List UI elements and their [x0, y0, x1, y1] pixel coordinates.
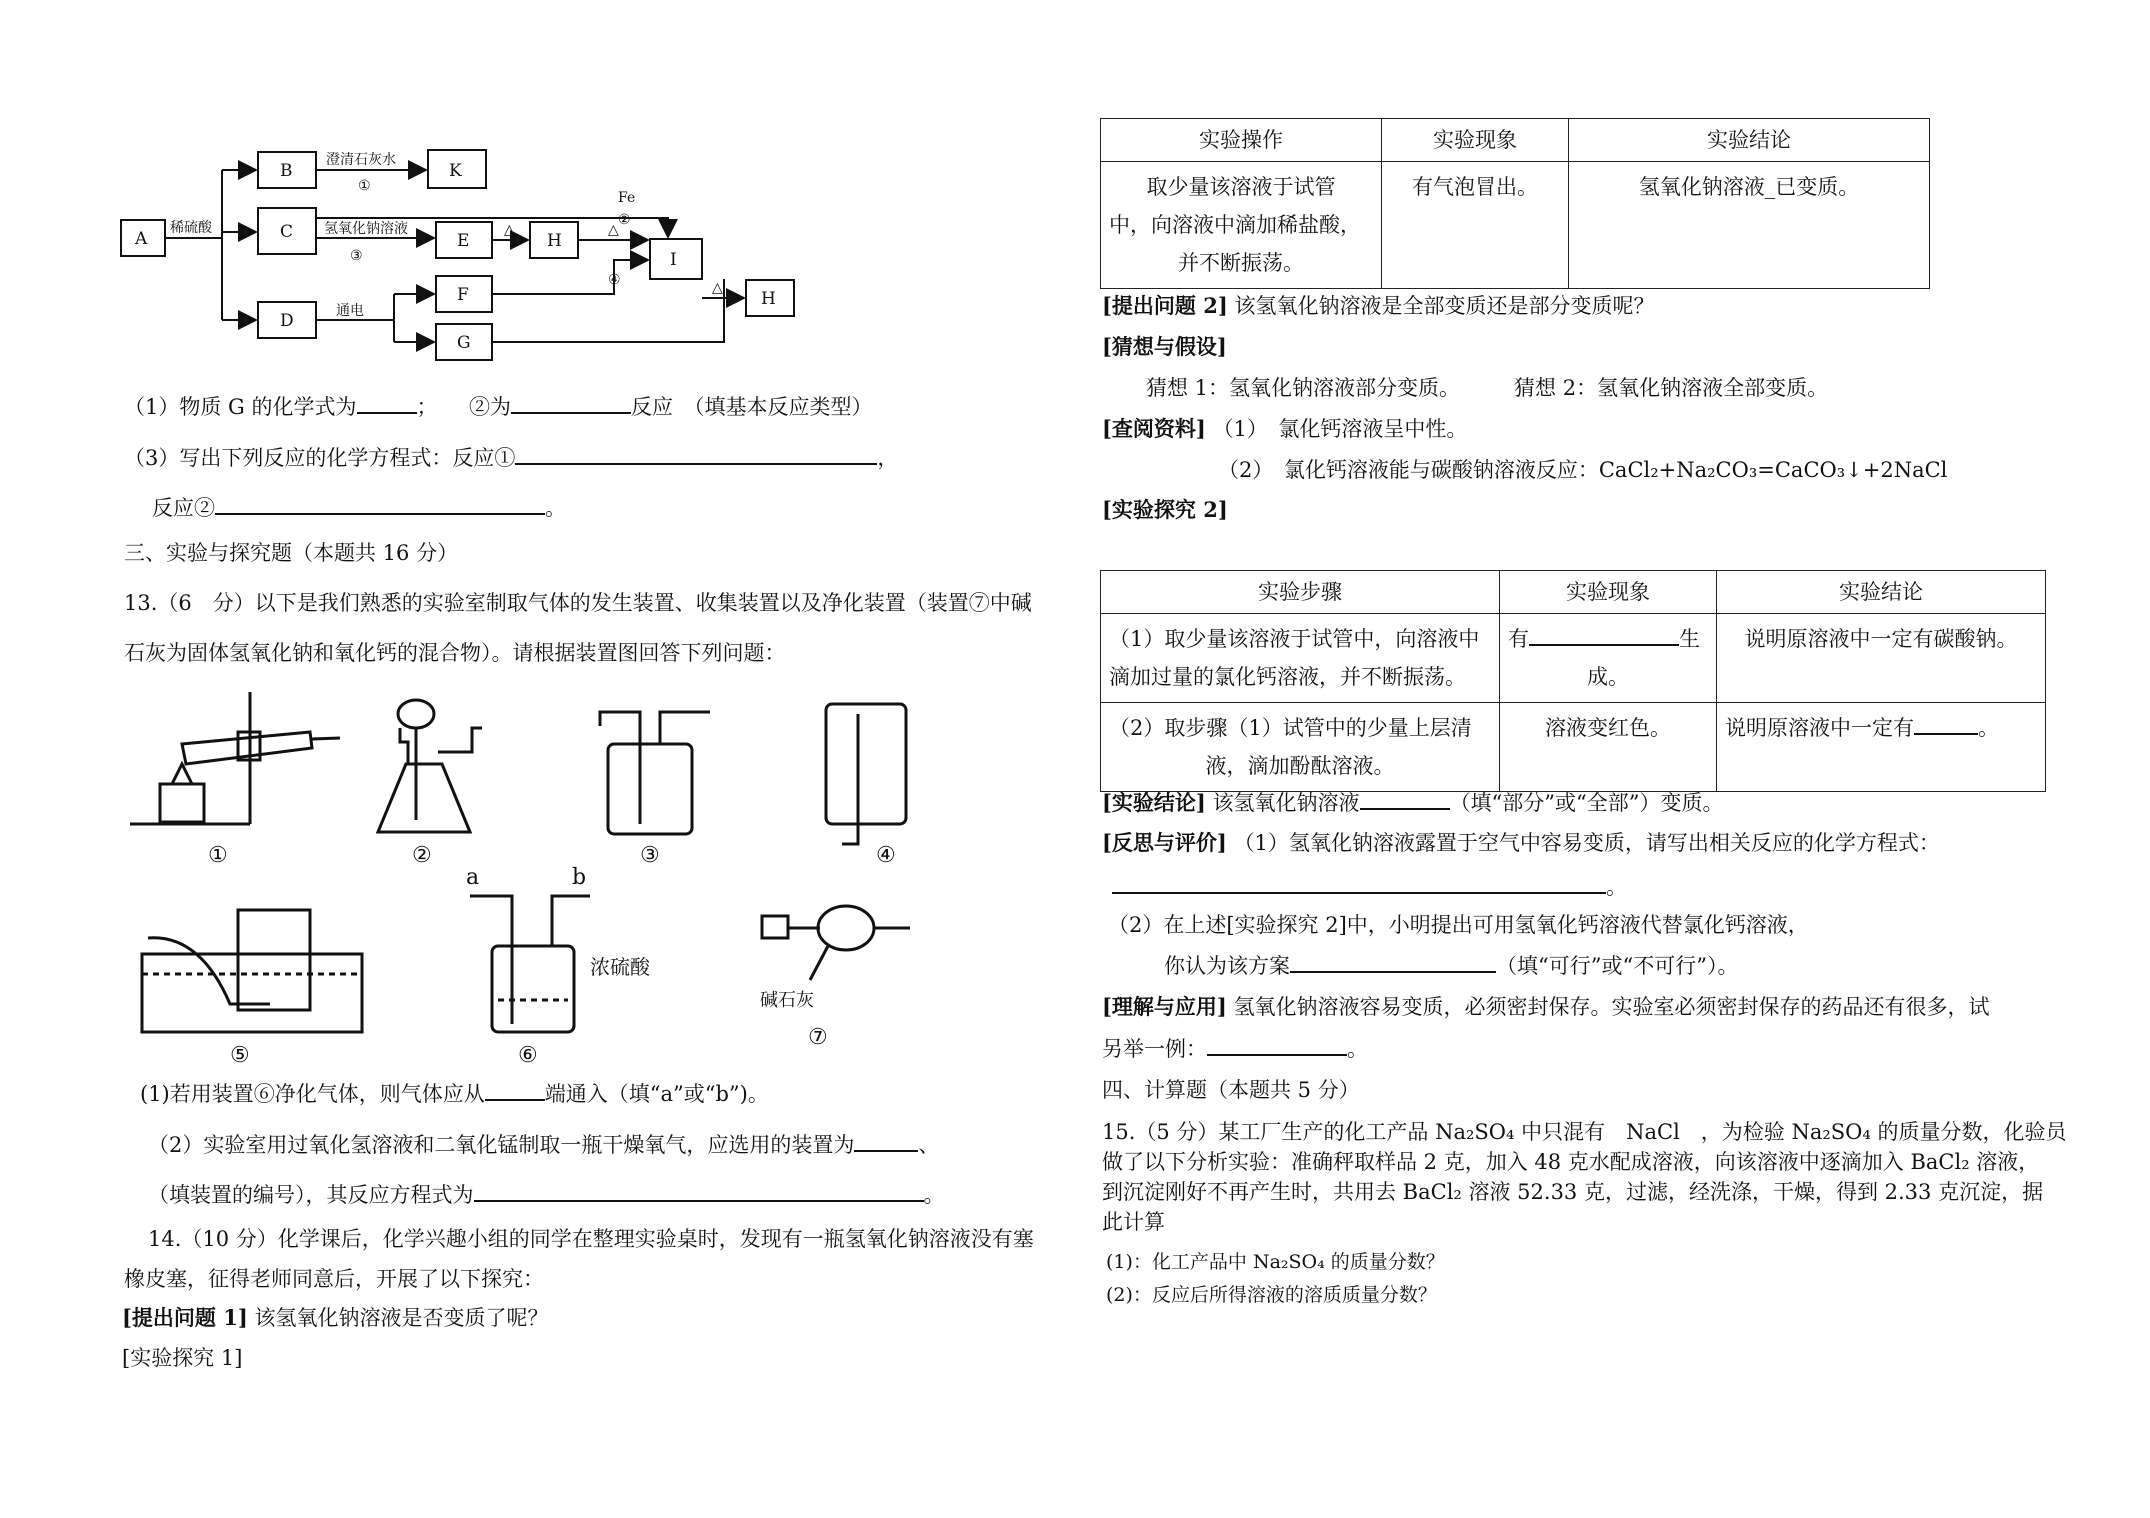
- table2-phenomenon-cell: 有 生 成。: [1500, 614, 1717, 703]
- label-heat2: △: [608, 222, 619, 238]
- q15-text: 做了以下分析实验：准确秤取样品 2 克，加入 48 克水配成溶液，向该溶液中逐滴加入 BaCl₂ 溶液，: [1102, 1150, 2040, 1174]
- reflect-2-line: （2）在上述[实验探究 2]中，小明提出可用氢氧化钙溶液代替氯化钙溶液，: [1108, 913, 1809, 937]
- node-f: F: [457, 285, 469, 305]
- apply-line-2: 另举一例： 。: [1102, 1034, 1368, 1063]
- hypothesis-line: 猜想 1：氢氧化钠溶液部分变质。 猜想 2：氢氧化钠溶液全部变质。: [1146, 376, 1829, 400]
- answer-blank[interactable]: [515, 443, 877, 465]
- answer-blank[interactable]: [1529, 624, 1679, 646]
- answer-blank[interactable]: [215, 493, 545, 515]
- q13-2-line: （2）实验室用过氧化氢溶液和二氧化锰制取一瓶干燥氧气，应选用的装置为 、: [148, 1130, 939, 1159]
- label-fe: Fe: [618, 190, 636, 206]
- answer-blank[interactable]: [485, 1079, 545, 1101]
- node-e: E: [457, 231, 470, 251]
- ask2-line: [提出问题 2] 该氢氧化钠溶液是全部变质还是部分变质呢？: [1102, 293, 1655, 318]
- answer-blank[interactable]: [1914, 713, 1978, 735]
- table1-conclusion-cell: 氢氧化钠溶液_已变质。: [1569, 162, 1930, 289]
- question-3-line: （3）写出下列反应的化学方程式：反应① ，: [124, 443, 898, 472]
- table2-step-cell: （1）取少量该溶液于试管中，向溶液中 滴加过量的氯化钙溶液，并不断振荡。: [1101, 614, 1500, 703]
- label-heat1: △: [504, 222, 515, 238]
- reflect-line: [反思与评价] （1）氢氧化钠溶液露置于空气中容易变质，请写出相关反应的化学方程式：: [1102, 830, 1940, 855]
- apparatus-figure: [120, 684, 920, 1064]
- q14-text: 橡皮塞，征得老师同意后，开展了以下探究：: [124, 1267, 544, 1291]
- label-dilute-acid: 稀硫酸: [170, 220, 212, 236]
- node-b: B: [280, 161, 293, 181]
- apparatus-label-2: ②: [412, 843, 432, 868]
- table2-header: 实验步骤: [1101, 571, 1500, 614]
- info-line: [查阅资料] （1） 氯化钙溶液呈中性。: [1102, 416, 1468, 441]
- label-r1: ①: [358, 178, 371, 194]
- label-r4: ④: [608, 272, 621, 288]
- answer-blank[interactable]: [1207, 1034, 1347, 1056]
- port-a-label: a: [466, 865, 480, 890]
- apparatus-label-5: ⑤: [230, 1043, 250, 1064]
- q15-text: 此计算: [1102, 1210, 1165, 1234]
- table1-operation-cell: 取少量该溶液于试管 中，向溶液中滴加稀盐酸， 并不断振荡。: [1101, 162, 1382, 289]
- label-electrolysis: 通电: [336, 303, 364, 319]
- label-r2: ②: [618, 212, 631, 228]
- node-a: A: [135, 229, 148, 249]
- apparatus-label-7: ⑦: [808, 1025, 828, 1050]
- table2-step-cell: （2）取步骤（1）试管中的少量上层清 液，滴加酚酞溶液。: [1101, 703, 1500, 792]
- q13-text: 石灰为固体氢氧化钠和氧化钙的混合物）。请根据装置图回答下列问题：: [124, 641, 786, 665]
- table2-conclusion-cell: 说明原溶液中一定有碳酸钠。: [1717, 614, 2046, 703]
- section-3-heading: 三、实验与探究题（本题共 16 分）: [124, 541, 459, 565]
- table1-phenomenon-cell: 有气泡冒出。: [1382, 162, 1569, 289]
- answer-blank[interactable]: [511, 392, 631, 414]
- reflect-answer-line: 。: [1112, 872, 1627, 901]
- ask1-line: [提出问题 1] 该氢氧化钠溶液是否变质了呢？: [122, 1305, 549, 1330]
- node-g: G: [457, 333, 471, 353]
- info-line-2: （2） 氯化钙溶液能与碳酸钠溶液反应：CaCl₂+Na₂CO₃=CaCO₃↓+2NaCl: [1218, 458, 1948, 482]
- label-heat3: △: [712, 280, 723, 296]
- section-4-heading: 四、计算题（本题共 5 分）: [1102, 1078, 1360, 1102]
- q13-2-equation-line: （填装置的编号），其反应方程式为 。: [148, 1180, 945, 1209]
- q14-text: 14.（10 分）化学课后，化学兴趣小组的同学在整理实验桌时，发现有一瓶氢氧化钠溶液没有塞: [148, 1227, 1034, 1251]
- node-c: C: [280, 222, 294, 242]
- label-r3: ③: [350, 248, 363, 264]
- answer-blank[interactable]: [1112, 872, 1606, 894]
- q13-text: 13.（6 分）以下是我们熟悉的实验室制取气体的发生装置、收集装置以及净化装置（装置⑦中碱: [124, 591, 1032, 615]
- question-3-r2-line: 反应② 。: [152, 493, 566, 522]
- answer-blank[interactable]: [474, 1180, 924, 1202]
- q15-text: 到沉淀刚好不再产生时，共用去 BaCl₂ 溶液 52.33 克，过滤，经洗涤，干燥，得到 2.33 克沉淀，据: [1102, 1180, 2044, 1204]
- apparatus-label-6: ⑥: [518, 1043, 538, 1064]
- apparatus-label-1: ①: [208, 843, 228, 868]
- question-g-line: （1）物质 G 的化学式为 ； ②为 反应 （填基本反应类型）: [124, 392, 873, 421]
- table1-header: 实验现象: [1382, 119, 1569, 162]
- apply-line: [理解与应用] 氢氧化钠溶液容易变质，必须密封保存。实验室必须密封保存的药品还有很多，试: [1102, 994, 1990, 1019]
- table2-header: 实验现象: [1500, 571, 1717, 614]
- apparatus-label-3: ③: [640, 843, 660, 868]
- q15-sub-a: (1)：化工产品中 Na₂SO₄ 的质量分数？: [1106, 1251, 1445, 1273]
- label-limewater: 澄清石灰水: [326, 152, 396, 168]
- table2-conclusion-cell: 说明原溶液中一定有 。: [1717, 703, 2046, 792]
- answer-blank[interactable]: [357, 392, 417, 414]
- q13-1-line: (1)若用装置⑥净化气体，则气体应从 端通入（填“a”或“b”)。: [140, 1079, 769, 1108]
- node-k: K: [449, 161, 462, 181]
- experiment-table-1: [1100, 118, 1930, 289]
- reaction-flowchart: [118, 140, 798, 370]
- node-h2: H: [761, 289, 776, 309]
- conclusion-line: [实验结论] 该氢氧化钠溶液 （填“部分”或“全部”）变质。: [1102, 790, 1724, 815]
- conc-sulfuric-acid-label: 浓硫酸: [590, 955, 650, 979]
- hypothesis-tag: [猜想与假设]: [1102, 334, 1227, 359]
- exp1-tag: [实验探究 1]: [122, 1346, 243, 1370]
- apparatus-label-4: ④: [876, 843, 896, 868]
- answer-blank[interactable]: [1360, 788, 1450, 810]
- answer-blank[interactable]: [854, 1130, 918, 1152]
- node-i: I: [670, 250, 677, 270]
- node-d: D: [280, 311, 294, 331]
- experiment-table-2: [1100, 570, 2046, 792]
- soda-lime-label: 碱石灰: [760, 990, 814, 1011]
- node-h1: H: [547, 231, 562, 251]
- reflect-2b-line: 你认为该方案 （填“可行”或“不可行”）。: [1164, 951, 1738, 980]
- label-naoh: 氢氧化钠溶液: [324, 221, 408, 237]
- exp2-tag: [实验探究 2]: [1102, 497, 1228, 522]
- table2-phenomenon-cell: 溶液变红色。: [1500, 703, 1717, 792]
- table2-header: 实验结论: [1717, 571, 2046, 614]
- table1-header: 实验操作: [1101, 119, 1382, 162]
- port-b-label: b: [572, 865, 587, 890]
- q15-text: 15.（5 分）某工厂生产的化工产品 Na₂SO₄ 中只混有 NaCl ，为检验 Na₂SO₄ 的质量分数，化验员: [1102, 1120, 2067, 1144]
- table1-header: 实验结论: [1569, 119, 1930, 162]
- q15-sub-b: (2)：反应后所得溶液的溶质质量分数？: [1106, 1284, 1437, 1306]
- answer-blank[interactable]: [1290, 951, 1496, 973]
